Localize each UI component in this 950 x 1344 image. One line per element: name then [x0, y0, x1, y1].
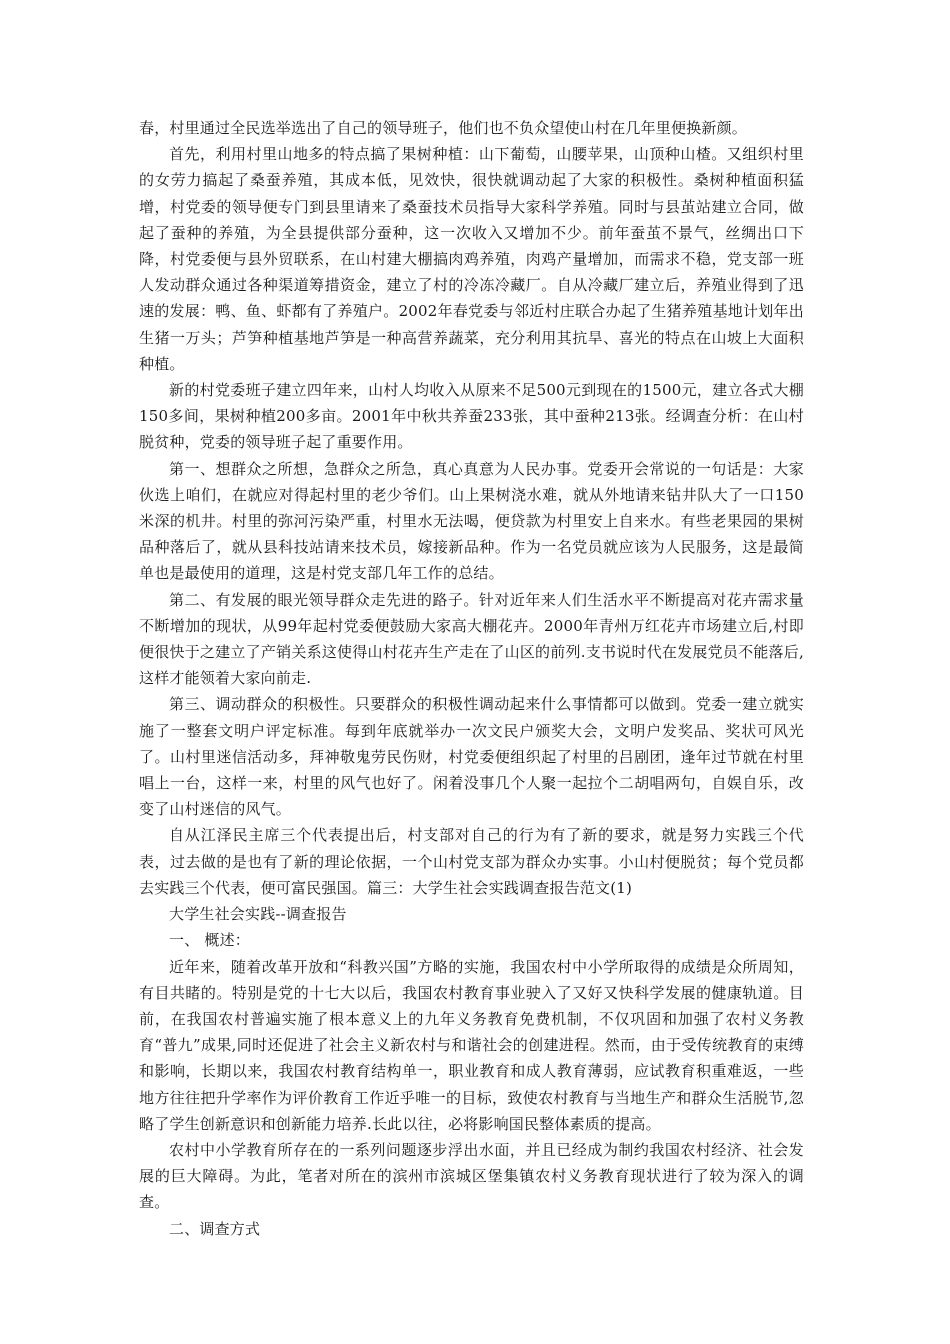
paragraph-point-two: 第二、有发展的眼光领导群众走先进的路子。针对近年来人们生活水平不断提高对花卉需求量不断增加的现状，从99年起村党委便鼓励大家高大棚花卉。2000年青州万红花卉市场建立后,村即便很快于之建立了产销关系这使得山村花卉生产走在了山区的前列.支书说时代在发展党员不能落后,这样才能领着大家向前走.: [139, 590, 804, 688]
paragraph-income-results: 新的村党委班子建立四年来，山村人均收入从原来不足500元到现在的1500元，建立各式大棚150多间，果树种植200多亩。2001年中秋共养蚕233张，其中蚕种213张。经调查分析：在山村脱贫种，党委的领导班子起了重要作用。: [139, 381, 804, 452]
section-heading-survey-method: 二、调查方式: [169, 1219, 261, 1238]
paragraph-problems: 农村中小学教育所存在的一系列问题逐步浮出水面，并且已经成为制约我国农村经济、社会发展的巨大障碍。为此，笔者对所在的滨州市滨城区堡集镇农村义务教育现状进行了较为深入的调查。: [139, 1140, 804, 1212]
document-page: [139, 115, 804, 1242]
paragraph-intro-continuation: 春，村里通过全民选举选出了自己的领导班子，他们也不负众望使山村在几年里便换新颜。: [139, 119, 748, 137]
paragraph-three-represents: 自从江泽民主席三个代表提出后，村支部对自己的行为有了新的要求，就是努力实践三个代表，过去做的是也有了新的理论依据，一个山村党支部为群众办实事。小山村便脱贫；每个党员都去实践三个代表，便可富民强国。篇三：大学生社会实践调查报告范文(1): [139, 826, 804, 897]
paragraph-point-three: 第三、调动群众的积极性。只要群众的积极性调动起来什么事情都可以做到。党委一建立就实施了一整套文明户评定标准。每到年底就举办一次文民户颁奖大会，文明户发奖品、奖状可风光了。山村里迷信活动多，拜神敬鬼劳民伤财，村党委便组织起了村里的吕剧团，逢年过节就在村里唱上一台，这样一来，村里的风气也好了。闲着没事几个人聚一起拉个二胡唱两句，自娱自乐，改变了山村迷信的风气。: [139, 695, 804, 819]
paragraph-overview: 近年来，随着改革开放和“科教兴国”方略的实施，我国农村中小学所取得的成绩是众所周知，有目共睹的。特别是党的十七大以后，我国农村教育事业驶入了又好又快科学发展的健康轨道。目前，在我国农村普遍实施了根本意义上的九年义务教育免费机制，不仅巩固和加强了农村义务教育“普九”成果,同时还促进了社会主义新农村与和谐社会的创建进程。然而，由于受传统教育的束缚和影响，长期以来，我国农村教育结构单一，职业教育和成人教育薄弱，应试教育积重难返，一些地方往往把升学率作为评价教育工作近乎唯一的目标，致使农村教育与当地生产和群众生活脱节,忽略了学生创新意识和创新能力培养.长此以往，必将影响国民整体素质的提高。: [139, 957, 804, 1133]
report-title: 大学生社会实践--调查报告: [169, 905, 347, 924]
section-heading-overview: 一、 概述：: [169, 931, 250, 950]
paragraph-fruit-and-silkworm: 首先，利用村里山地多的特点搞了果树种植：山下葡萄，山腰苹果，山顶种山楂。又组织村里的女劳力搞起了桑蚕养殖，其成本低，见效快，很快就调动起了大家的积极性。桑树种植面积猛增，村党委的领导便专门到县里请来了桑蚕技术员指导大家科学养殖。同时与县茧站建立合同，做起了蚕种的养殖，为全县提供部分蚕种，这一次收入又增加不少。前年蚕茧不景气，丝绸出口下降，村党委便与县外贸联系，在山村建大棚搞肉鸡养殖，肉鸡产量增加，而需求不稳，党支部一班人发动群众通过各种渠道筹措资金，建立了村的冷冻冷藏厂。自从冷藏厂建立后，养殖业得到了迅速的发展：鸭、鱼、虾都有了养殖户。2002年春党委与邻近村庄联合办起了生猪养殖基地计划年出生猪一万头；芦笋种植基地芦笋是一种高营养蔬菜，充分利用其抗旱、喜光的特点在山坡上大面积种植。: [139, 145, 804, 373]
paragraph-point-one: 第一、想群众之所想，急群众之所急，真心真意为人民办事。党委开会常说的一句话是：大家伙选上咱们，在就应对得起村里的老少爷们。山上果树浇水难，就从外地请来钻井队大了一口150米深的机井。村里的弥河污染严重，村里水无法喝，便贷款为村里安上自来水。有些老果园的果树品种落后了，就从县科技站请来技术员，嫁接新品种。作为一名党员就应该为人民服务，这是最简单也是最使用的道理，这是村党支部几年工作的总结。: [139, 459, 804, 583]
